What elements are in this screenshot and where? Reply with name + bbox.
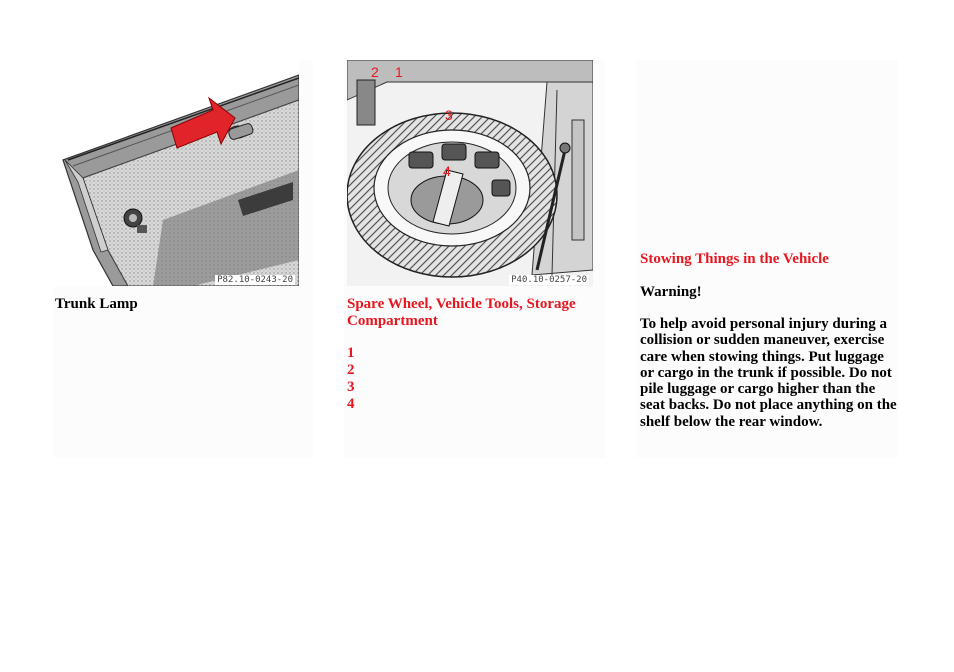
list-item: 4 — [347, 396, 355, 412]
warning-text: To help avoid personal injury during a collision or sudden maneuver, exercise care when stowing things. Put luggage or cargo in the trunk if possible. Do not pile luggage or cargo higher than the seat backs. Do not place anything on the shelf below the rear window. — [640, 316, 897, 430]
figure-code: P82.10-0243-20 — [217, 275, 293, 285]
trunk-lid-drawing — [53, 60, 299, 286]
trunk-lamp-illustration — [53, 60, 299, 286]
column-trunk-lamp — [53, 60, 313, 458]
spare-wheel-heading: Spare Wheel, Vehicle Tools, Storage Compartment — [347, 296, 576, 329]
stowing-heading: Stowing Things in the Vehicle — [640, 251, 829, 267]
callout-3: 3 — [445, 107, 453, 123]
callout-4: 4 — [443, 163, 451, 179]
list-item: 1 — [347, 345, 355, 361]
warning-label: Warning! — [640, 284, 702, 300]
figure-code: P40.10-0257-20 — [511, 275, 587, 285]
column-spare-wheel — [344, 60, 605, 458]
spare-wheel-drawing — [347, 60, 593, 286]
item-number-list — [347, 345, 355, 413]
list-item: 3 — [347, 379, 355, 395]
spare-wheel-illustration — [347, 60, 593, 286]
callout-2: 2 — [371, 64, 379, 80]
trunk-lamp-heading: Trunk Lamp — [55, 296, 138, 312]
column-stowing — [636, 60, 898, 458]
callout-1: 1 — [395, 64, 403, 80]
list-item: 2 — [347, 362, 355, 378]
